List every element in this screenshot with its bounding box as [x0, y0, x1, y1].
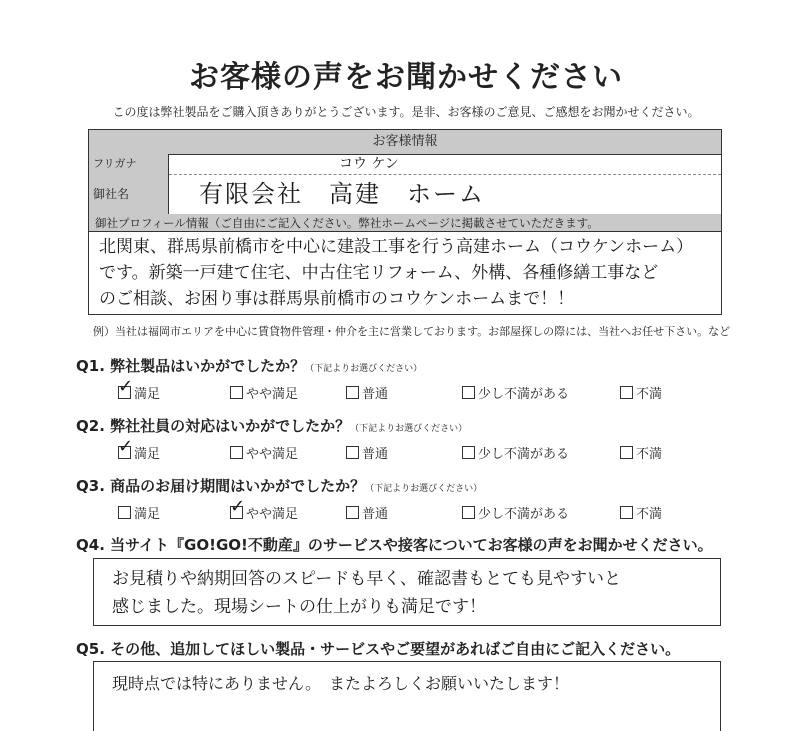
q1-option-0[interactable]: [118, 376, 161, 402]
q3-options: [118, 496, 718, 522]
option-label: 少し不満がある: [478, 387, 570, 402]
option-label: 不満: [636, 507, 663, 522]
check-mark-icon: ✓: [118, 436, 134, 457]
q1-title: [76, 355, 422, 376]
q3-title: [76, 475, 482, 496]
option-label: 満足: [134, 387, 161, 402]
furigana-label: フリガナ: [89, 154, 169, 174]
example-note: 例）当社は福岡市エリアを中心に賃貸物件管理・仲介を主に営業しております。お部屋探しの際には、当社へお任せ下さい。など: [93, 325, 731, 338]
checkbox[interactable]: [620, 386, 633, 399]
q1-option-1[interactable]: [230, 383, 298, 402]
option-label: 満足: [134, 447, 161, 462]
option-label: 満足: [134, 507, 161, 522]
q4-answer-line: 感じました。現場シートの仕上がりも満足です！: [112, 597, 486, 617]
option-label: 少し不満がある: [478, 507, 570, 522]
q2-option-4[interactable]: [620, 443, 662, 462]
q3-option-1[interactable]: [230, 496, 299, 522]
option-label: 普通: [362, 447, 389, 462]
q5-answer-box[interactable]: [93, 661, 721, 731]
profile-line: です。新築一戸建て住宅、中古住宅リフォーム、外構、各種修繕工事など: [99, 263, 659, 283]
q2-option-0[interactable]: [118, 436, 161, 462]
q2-option-2[interactable]: [346, 443, 388, 462]
check-mark-icon: ✓: [230, 496, 246, 517]
checkbox[interactable]: [462, 386, 475, 399]
checkbox[interactable]: [118, 376, 134, 399]
option-label: やや満足: [246, 507, 299, 522]
q1-options: [118, 376, 718, 402]
checkbox[interactable]: [462, 506, 475, 519]
q1-option-3[interactable]: [462, 383, 569, 402]
q2-label: Q2. 弊社社員の対応はいかがでしたか？: [76, 417, 351, 435]
checkbox[interactable]: [118, 506, 131, 519]
q2-option-3[interactable]: [462, 443, 569, 462]
customer-info-label: お客様情報: [372, 134, 438, 149]
checkbox[interactable]: [118, 436, 134, 459]
checkbox[interactable]: [620, 506, 633, 519]
checkbox[interactable]: [462, 446, 475, 459]
checkbox[interactable]: [346, 506, 359, 519]
company-value: 有限会社 高建 ホーム: [199, 180, 485, 208]
customer-info-box: [88, 129, 722, 315]
page-subtitle: この度は弊社製品をご購入頂きありがとうございます。是非、お客様のご意見、ご感想をお聞かせください。: [112, 105, 700, 119]
q1-label: Q1. 弊社製品はいかがでしたか？: [76, 357, 306, 375]
q4-title: Q4. 当サイト『GO!GO!不動産』のサービスや接客についてお客様の声をお聞かせください。: [76, 536, 713, 554]
q2-hint: （下記よりお選びください）: [350, 424, 468, 434]
page-title: お客様の声をお聞かせください: [189, 60, 623, 95]
option-label: 少し不満がある: [478, 447, 570, 462]
q2-options: [118, 436, 718, 462]
checkbox[interactable]: [346, 386, 359, 399]
option-label: 不満: [636, 447, 663, 462]
q5-answer-line: 現時点では特にありません。 またよろしくお願いいたします！: [112, 674, 569, 693]
company-row: [89, 174, 721, 215]
q5-title: Q5. その他、追加してほしい製品・サービスやご要望があればご自由にご記入ください。: [76, 640, 681, 658]
checkbox[interactable]: [230, 386, 243, 399]
check-mark-icon: ✓: [118, 376, 134, 397]
checkbox[interactable]: [230, 446, 243, 459]
q1-hint: （下記よりお選びください）: [305, 364, 423, 374]
q4-answer-line: お見積りや納期回答のスピードも早く、確認書もとても見やすいと: [112, 569, 621, 589]
option-label: 普通: [362, 507, 389, 522]
checkbox[interactable]: [620, 446, 633, 459]
q2-option-1[interactable]: [230, 443, 298, 462]
q1-option-2[interactable]: [346, 383, 388, 402]
customer-info-header: [89, 130, 721, 155]
q3-option-2[interactable]: [346, 503, 388, 522]
profile-label: 御社プロフィール情報（ご自由にご記入ください。弊社ホームページに掲載させていただきます。: [95, 216, 599, 230]
q3-hint: （下記よりお選びください）: [365, 484, 483, 494]
q3-option-0[interactable]: [118, 503, 160, 522]
q1-option-4[interactable]: [620, 383, 662, 402]
q3-label: Q3. 商品のお届け期間はいかがでしたか？: [76, 477, 366, 495]
checkbox[interactable]: [230, 496, 246, 519]
profile-line: のご相談、お困り事は群馬県前橋市のコウケンホームまで！！: [99, 289, 575, 309]
profile-line: 北関東、群馬県前橋市を中心に建設工事を行う高建ホーム（コウケンホーム）: [99, 237, 694, 257]
company-label: 御社名: [89, 174, 169, 214]
q4-answer-box[interactable]: [93, 558, 721, 626]
profile-header: [89, 214, 721, 232]
q3-option-4[interactable]: [620, 503, 662, 522]
furigana-value: コウ ケン: [339, 156, 399, 172]
option-label: やや満足: [246, 447, 299, 462]
q2-title: [76, 415, 467, 436]
checkbox[interactable]: [346, 446, 359, 459]
furigana-row: [89, 154, 721, 175]
option-label: 不満: [636, 387, 663, 402]
option-label: やや満足: [246, 387, 299, 402]
option-label: 普通: [362, 387, 389, 402]
q3-option-3[interactable]: [462, 503, 569, 522]
